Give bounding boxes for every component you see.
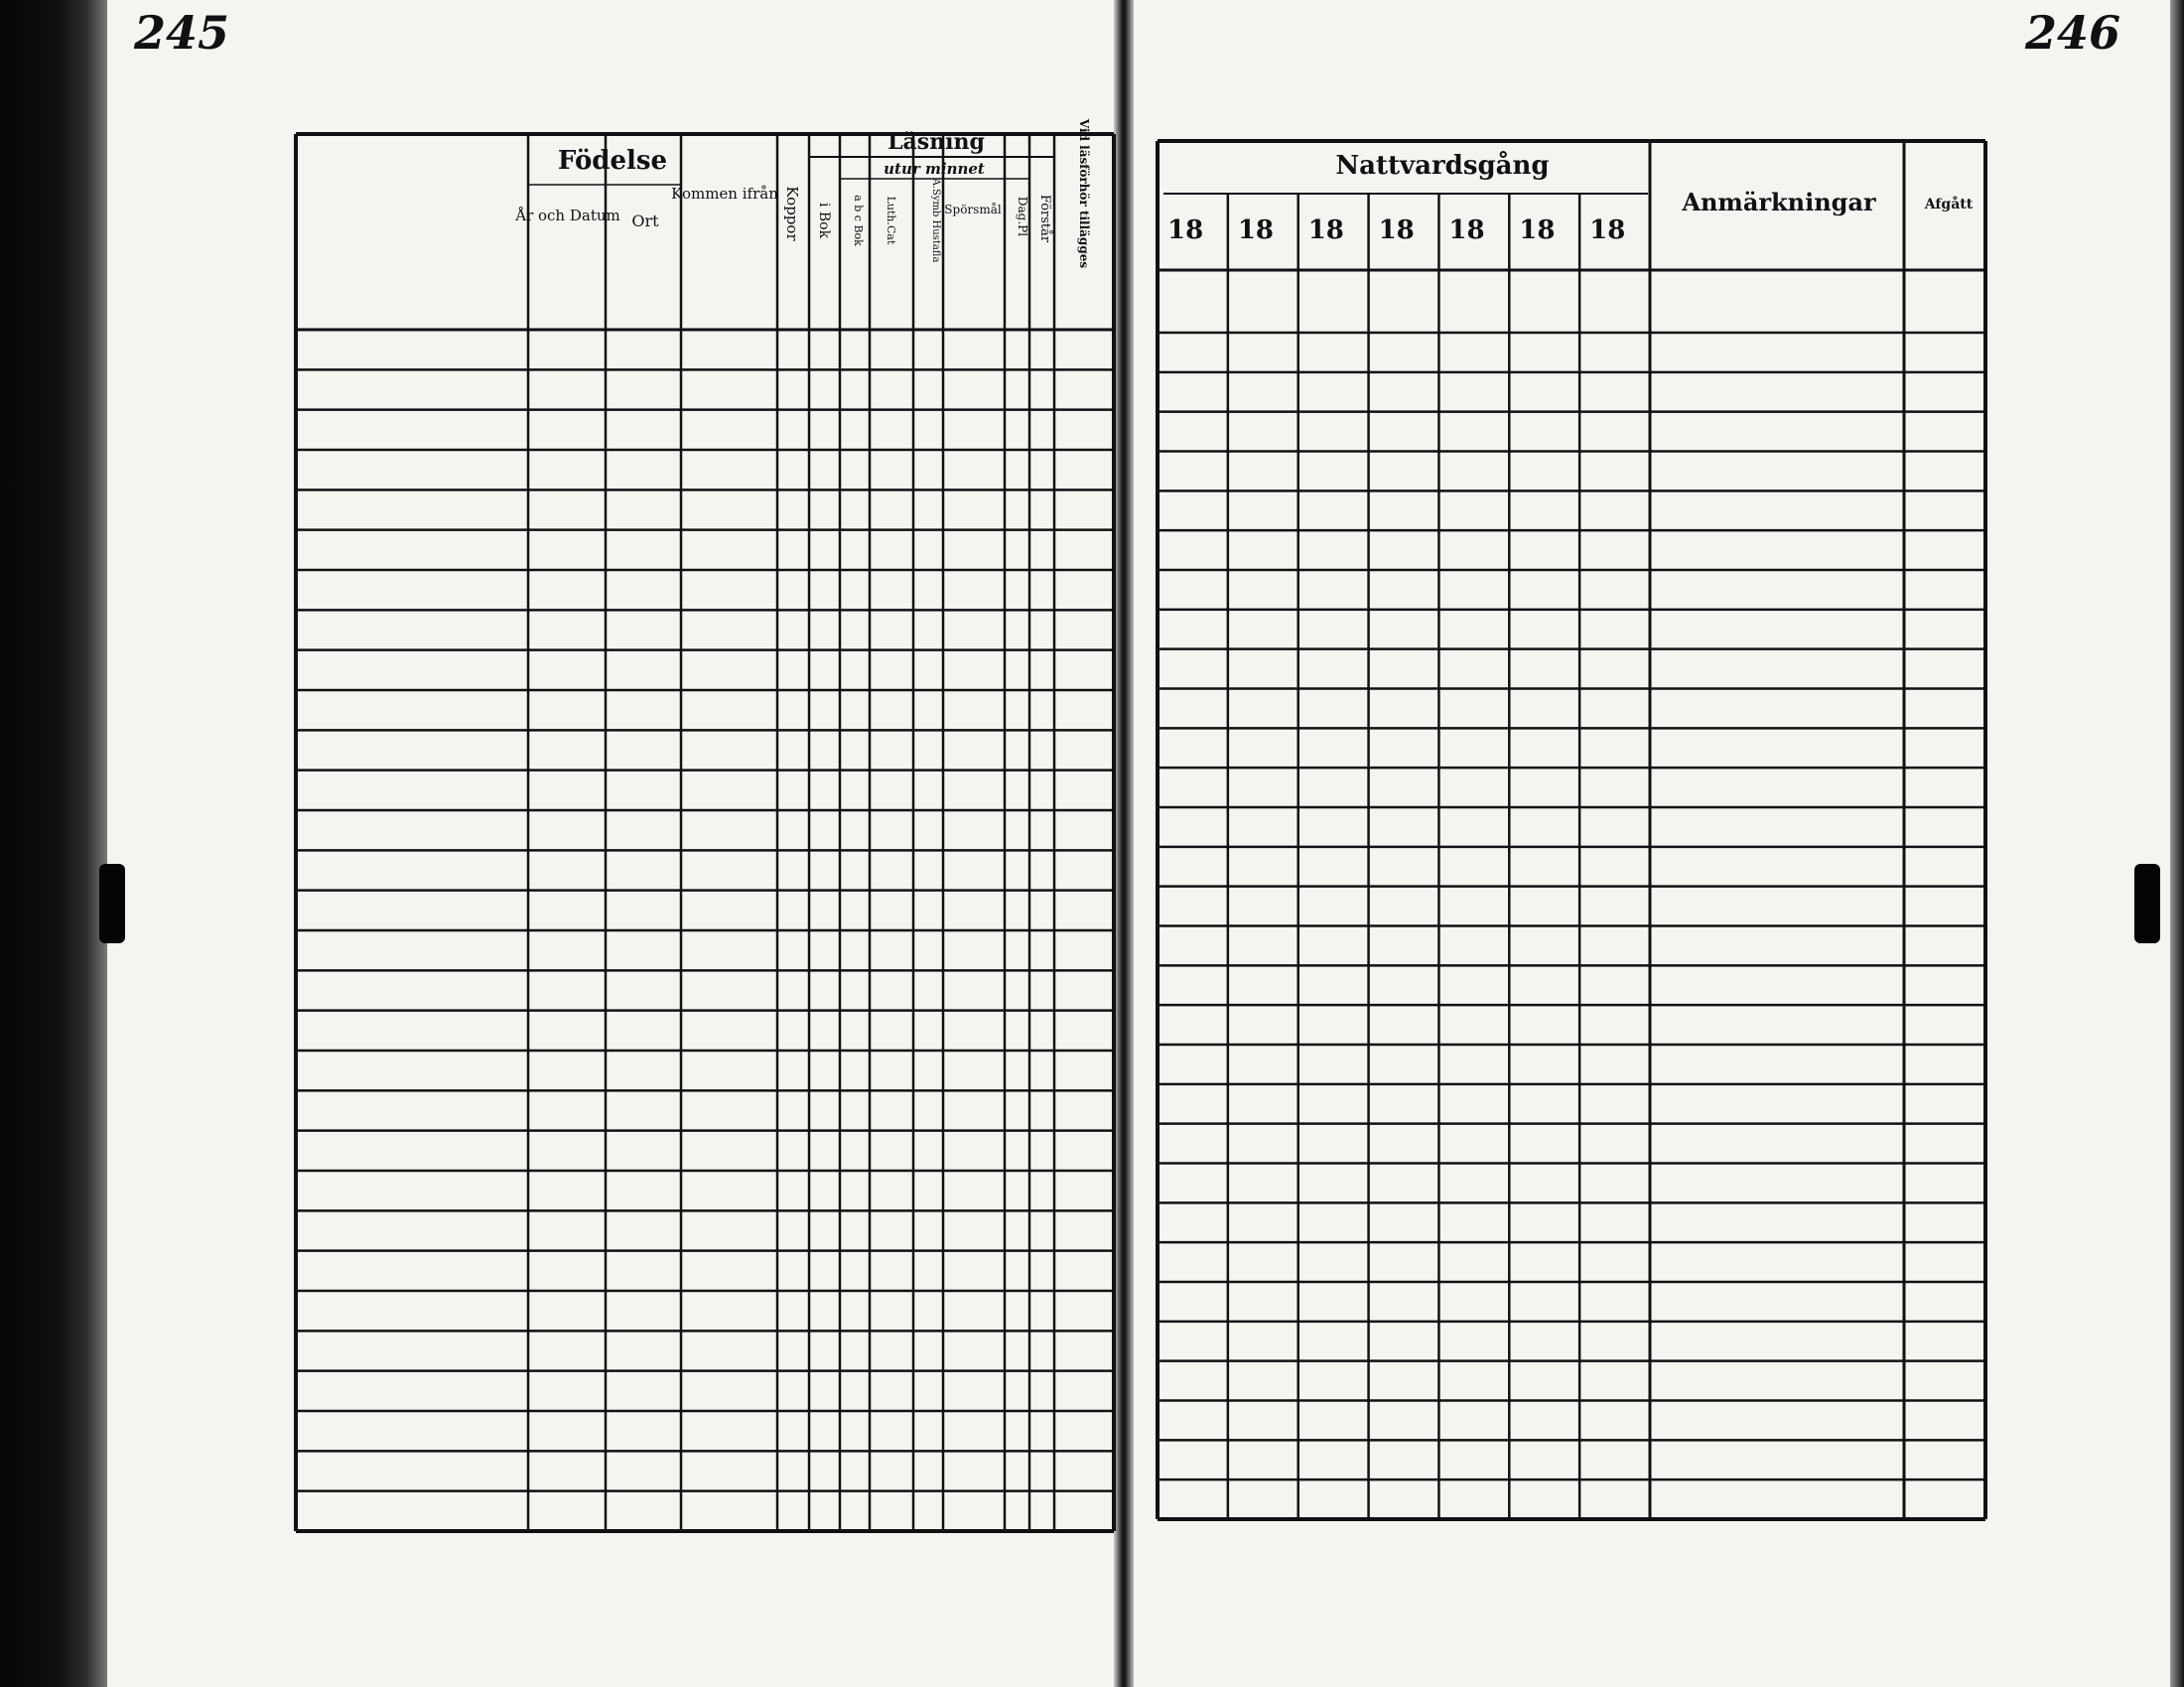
page-number-right: 246 [2025,6,2121,60]
year-column-label: 18 [1237,215,1275,245]
reading-header: Läsning [887,129,985,155]
understanding-label: Förstår [1037,194,1052,243]
questions-label: Spörsmål [944,203,1002,216]
birth-year-date-line: År och Datum [515,207,620,224]
year-column-label: 18 [1378,215,1415,245]
year-column-label: 18 [1307,215,1344,245]
year-column-label: 18 [1589,215,1626,245]
communion-header: Nattvardsgång [1335,151,1550,181]
luther-catechism-label: Luth.Cat [885,196,897,245]
abc-book-label: a b c Bok [852,195,865,246]
year-column-label: 18 [1167,215,1204,245]
year-column-label: 18 [1448,215,1485,245]
year-column-label: 18 [1519,215,1556,245]
note-column-label: Vid läsförhör tillägges [1077,118,1091,269]
memorized-header: utur minnet [884,160,985,178]
prayers-label: Dag.Pl [1016,196,1029,237]
remarks-label: Anmärkningar [1682,188,1876,216]
household-table-label: A.Symb Hustafla [930,178,941,263]
birth-place-label: Ort [631,211,659,230]
reading-in-book-label: i Bok [816,202,832,239]
smallpox-label: Koppor [783,186,801,241]
birth-header: Födelse [557,146,668,176]
page-number-left: 245 [134,6,230,60]
came-from-label: Kommen ifrån [671,185,778,203]
departed-label: Afgått [1924,197,1974,212]
